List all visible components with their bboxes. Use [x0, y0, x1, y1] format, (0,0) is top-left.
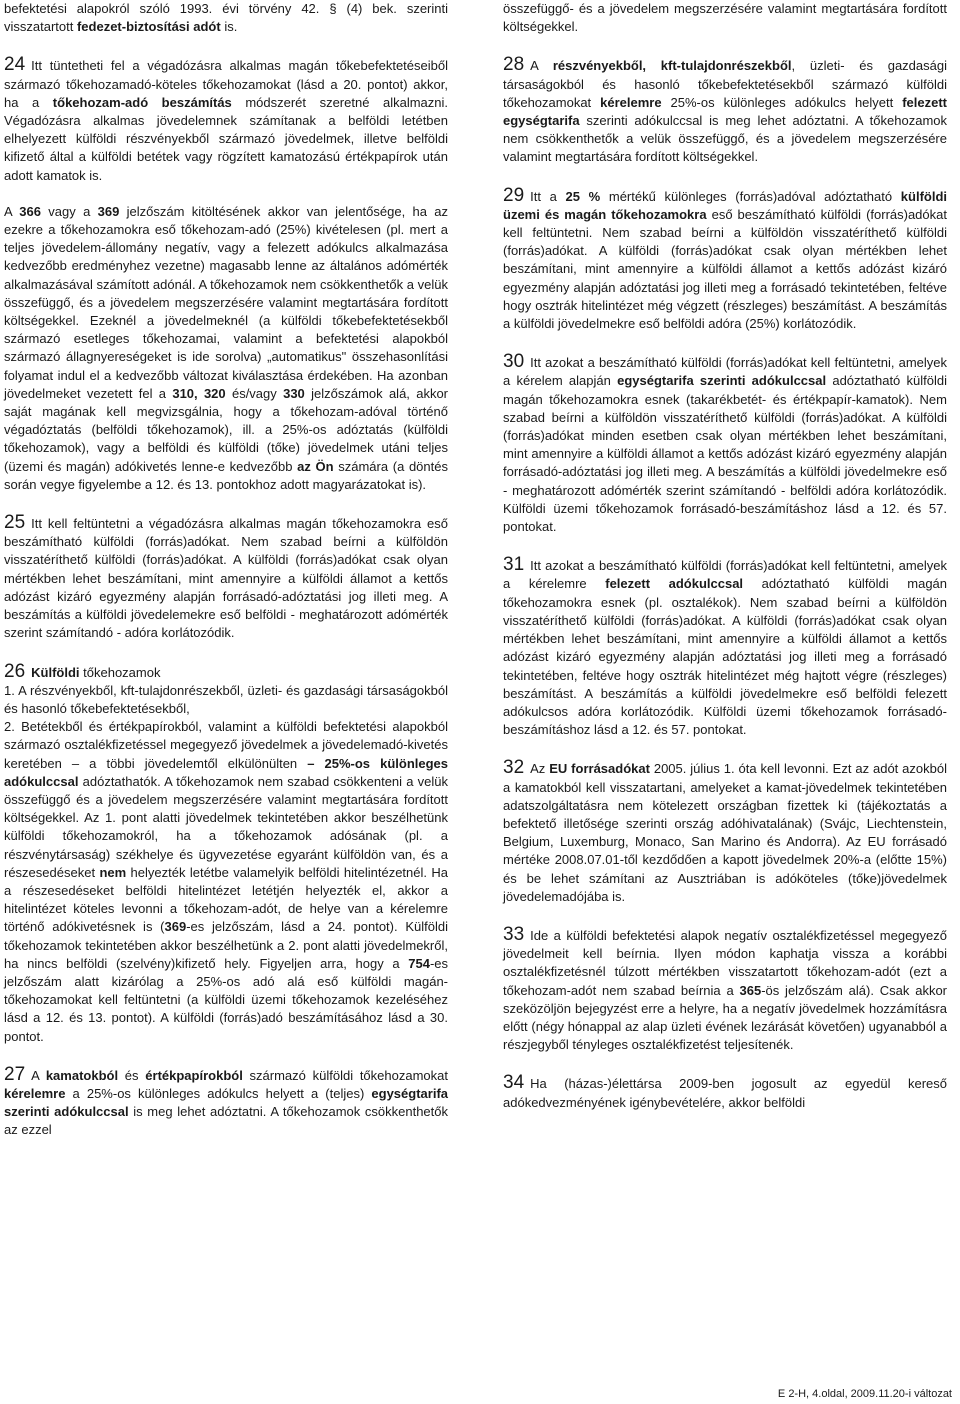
- text-run: 2005. július 1. óta kell levonni. Ezt az adót azokból a kamatokból kell visszatartani, amelyeket a kamat-jövedelmek tekintetében adatszolgáltatásra nem kötelezett országban fizettek ki (tájékoztatás a befektető illetősége szerinti ország adóhivatalának) (Svájc, Liechtenstein, Belgium, Luxemburg, Monaco, San Marino és Andorra). Az EU forrásadó mértéke 2008.07.01-től kezdődően a kapott jövedelmek 20%-a (előtte 15%) és be lehet számítani az Ausztriában is adóköteles (tőke)jövedelmek jövedelemadójába is.: [503, 761, 947, 904]
- text-run: adóztathatók. A tőkehozamok nem szabad csökkenteni a velük összefüggő és a jövedelem megszerzésére valamint megtartására fordított költségekkel. Az 1. pont alatti jövedelmek tekintetében akkor beszélhetünk külföldi tőkehozamokról, ha a tőkehozamok adósának (pl. a részvénytársaság) székhelye és ügyvezetése egyaránt külföldön van, és a részesedéseket: [4, 773, 448, 880]
- text-run: eső beszámítható külföldi (forrás)adókat kell feltüntetni. Nem szabad beírni a külföldön visszatéríthető külföldi (forrás)adókat. A külföldi (forrás)adókat csak olyan mértékben lehet beszámítani, mint amennyire a külföldi államot a kettős adózást kizáró egyezmény alapján adóztatási jog illeti meg a forrásadó tekintetében, feltéve hogy osztrák hitelintézet még végzett (részleges) beszámítást. A beszámítás a külföldi jövedelmekre eső belföldi adóra (25%) korlátozódik.: [503, 206, 947, 332]
- text-run: adóztatható külföldi magán tőkehozamokra esnek (takarékbetét- és értékpapír-kamatok). Nem szabad beírni a külföldön visszatéríthető külföldi (forrás)adókat. A külföldi (forrás)adókat minden esetben csak olyan mértékben lehet beszámítani, mint amennyire a külföldi államot a kettős adózást kizáró egyezmény alapján forrásadó-adóztatási jog illeti meg. A beszámítás a külföldi jövedelmekre eső - meghatározott adómérték szerint számítandó - belföldi adóra korlátozódik. Külföldi üzemi tőkehozamok forrásadó-beszámításhoz lásd a 12. és 57. pontokat.: [503, 373, 947, 535]
- section-number: 27: [4, 1063, 26, 1085]
- text-run: Itt azokat a beszámítható külföldi (forrás)adókat kell feltüntetni, amelyek a kérelemre: [503, 558, 947, 592]
- bold-text: 330: [283, 385, 305, 401]
- text-run: befektetési alapokról szóló 1993. évi törvény 42. § (4) bek.: [4, 1, 407, 16]
- section-number: 28: [503, 54, 525, 76]
- section-number: 24: [4, 54, 26, 76]
- text-run: 25%-os különleges adókulcs helyett: [661, 94, 903, 110]
- section-29: [503, 184, 947, 334]
- text-run: Az: [530, 761, 550, 777]
- section-24: [4, 56, 448, 184]
- section-31: [503, 556, 947, 739]
- text-run: -es jelzőszám alatt kizárólag a 25%-os adó alá eső külföldi magán-tőkehozamokat kell feltüntetni (a külföldi üzemi tőkehozamok kezeléséhez lásd a 12. és 13. pontot). A külföldi (forrás)adó beszámításához lásd a 30. pontot.: [4, 955, 448, 1044]
- section-number: 34: [503, 1072, 525, 1094]
- section-26: [4, 660, 448, 1046]
- bold-text: 25 %: [565, 188, 601, 204]
- bold-text: felezett adókulccsal: [605, 576, 744, 592]
- text-run: mértékű különleges (forrás)adóval adóztatható: [600, 188, 901, 204]
- paragraph: [503, 0, 947, 36]
- bold-text: 366: [19, 203, 41, 219]
- page-footer: E 2-H, 4.oldal, 2009.11.20-i változat: [777, 1388, 952, 1400]
- section-28: [503, 56, 947, 166]
- section-32: [503, 759, 947, 906]
- text-run: jelzőszámok alá, akkor saját magának kell megvizsgálnia, hogy a tőkehozam-adóval történő végadóztatás (belföldi tőkehozamok), ill. a 25%-os adóztatás (külföldi tőkehozamok), vagy a belföldi és külföldi (tőke) jövedelmek utáni teljes (üzemi és magán) adókivetés lenne-e kedvezőbb: [4, 385, 449, 474]
- text-run: és: [118, 1067, 146, 1083]
- bold-text: Külföldi: [31, 664, 80, 680]
- text-run: A: [530, 58, 553, 74]
- bold-text: külföldi üzemi és magán tőkehozamokra: [503, 188, 947, 222]
- section-30: [503, 353, 947, 536]
- text-run: és/vagy: [225, 385, 284, 401]
- text-run: szerinti visszatartott: [4, 1, 448, 35]
- text-run: 2. Betétekből és értékpapírokból, valamint a külföldi befektetési alapokból származó osztalékfizetéssel megegyező jövedelmek a jövedelemadó-kivetés keretében – a többi jövedelemtől elkülönülten: [4, 719, 448, 771]
- text-run: is meg lehet adóztatni. A tőkehozamok csökkenthetők az ezzel: [4, 1104, 448, 1138]
- bold-text: kérelemre: [4, 1085, 66, 1101]
- section-25: [4, 514, 448, 642]
- text-run: Itt azokat a beszámítható külföldi (forrás)adókat kell feltüntetni, amelyek a kérelem alapján: [503, 355, 947, 389]
- section-34: [503, 1074, 947, 1111]
- bold-text: fedezet-biztosítási adót: [76, 19, 221, 35]
- bold-text: egységtarifa szerinti adókulccsal: [4, 1085, 448, 1120]
- section-33: [503, 923, 947, 1054]
- bold-text: EU forrásadókat: [549, 761, 650, 777]
- text-run: a 25%-os különleges adókulcs helyett a (teljes): [65, 1085, 372, 1101]
- right-column: [503, 0, 947, 1112]
- bold-text: 310, 320: [172, 385, 226, 401]
- paragraph: [4, 0, 448, 36]
- text-run: módszerét szeretné alkalmazni. Végadózásra alkalmas jövedelemnek számítanak a belföldi letétben elhelyezett külföldi részvényekből származó jövedelmek, illetve belföldi kifizető által a külföldi betétek vagy rögzített kamatozású értékpapírok után adott kamatok is.: [4, 94, 448, 183]
- section-number: 33: [503, 923, 525, 945]
- bold-text: tőkehozam-adó beszámítás: [52, 94, 232, 110]
- text-run: -ös jelzőszám alá). Csak akkor szeközöljön bejegyzést erre a helyre, ha a negatív jövedelmek hozzámításra előtt (négy hónappal az alap üzleti évének lezárását követően) ugyanabból a részjegyből tényleges osztalékfizetést teljesítenék.: [503, 982, 947, 1053]
- text-run: Itt kell feltüntetni a végadózásra alkalmas magán tőkehozamokra eső beszámítható külföldi (forrás)adókat. Nem szabad beírni a külföldön visszatéríthető külföldi (forrás)adókat. A külföldi (forrás)adókat csak olyan mértékben lehet beszámítani, mint amennyire a külföldi államot a kettős adózást kizáró egyezmény alapján forrásadó-adóztatási jog illeti meg. A beszámítás a külföldi jövedelemekre eső belföldi - meghatározott adómérték szerint számítandó - adóra korlátozódik.: [4, 516, 448, 641]
- section-number: 25: [4, 512, 26, 534]
- text-run: is.: [220, 19, 238, 35]
- section-number: 29: [503, 184, 525, 206]
- bold-text: kamatokból: [45, 1067, 119, 1083]
- bold-text: 365: [739, 982, 762, 998]
- text-run: Itt a: [530, 188, 566, 204]
- bold-text: kérelemre: [600, 94, 662, 110]
- bold-text: az Ön: [297, 458, 334, 474]
- text-run: vagy a: [40, 203, 98, 219]
- text-run: -es jelzőszám, lásd a 24. pontot). Külföldi tőkehozamok tekintetében akkor beszélhetünk a 2. pont alatti jövedelmekről, ha nincs belföldi (szelvény)kifizető hely. Figyeljen arra, hogy a: [4, 919, 448, 971]
- bold-text: – 25%-os különleges adókulccsal: [4, 755, 448, 789]
- section-number: 30: [503, 351, 525, 373]
- text-run: szerinti adókulccsal is meg lehet adóztatni. A tőkehozamok nem csökkenthetők a velük összefüggő, és a jövedelem megszerzésére valamint megtartására fordított költségekkel.: [503, 113, 947, 165]
- section-number: 26: [4, 660, 26, 682]
- text-run: Ide a külföldi befektetési alapok negatív osztalékfizetéssel megegyező jövedelmeit kell beírnia. Ilyen módon kaphatja vissza a korábbi osztalékfizetésnél túlzott mértékben visszatartott tőkehozam-adót (ezt a tőkehozam-adót nem szabad beírnia a: [503, 927, 947, 998]
- bold-text: 369: [97, 203, 120, 219]
- text-run: tőkehozamok: [79, 664, 161, 680]
- bold-text: 754: [408, 955, 430, 971]
- text-run: Itt tüntetheti fel a végadózásra alkalmas magán tőkebefektetéseiből származó tőkehozamadó-köteles tőkehozamokat (lásd a 20. pontot) akkor, ha a: [4, 58, 448, 110]
- text-run: adóztatható külföldi magán tőkehozamokra esnek (pl. osztalékok). Nem szabad beírni a külföldön visszatéríthető külföldi (forrás)adókat. A külföldi (forrás)adókat csak olyan mértékben lehet beszámítani, mint amennyire a külföldi államot a kettős adózást kizáró egyezmény alapján adóztatási jog illeti meg a forrásadó tekintetében, feltéve hogy osztrák hitelintézet még hajtott végre (részleges) beszámítást. A beszámítás a külföldi jövedelmekre eső belföldi felezett adókulcsos adóra korlátozódik. Külföldi üzemi tőkehozamok forrásadó-beszámításhoz lásd a 12. és 57. pontokat.: [503, 576, 948, 738]
- text-run: számára (a döntés során vegye figyelembe a 12. és 13. pontokhoz adott magyarázatokat is).: [4, 458, 448, 492]
- bold-text: részvényekből, kft-tulajdonrészekből: [552, 58, 792, 74]
- text-run: A: [4, 203, 20, 219]
- paragraph: [4, 203, 448, 494]
- section-number: 32: [503, 757, 525, 779]
- left-column: [4, 0, 448, 1140]
- bold-text: nem: [99, 864, 127, 880]
- text-run: 1. A részvényekből, kft-tulajdonrészekből, üzleti- és gazdasági társaságokból és hasonló tőkebefektetésekből,: [4, 682, 448, 716]
- text-run: összefüggő- és a jövedelem megszerzésére valamint megtartására fordított költségekkel.: [503, 1, 947, 35]
- bold-text: felezett egységtarifa: [503, 94, 947, 129]
- bold-text: 369: [164, 919, 187, 935]
- section-27: [4, 1063, 448, 1140]
- bold-text: értékpapírokból: [145, 1067, 243, 1083]
- text-run: Ha (házas-)élettársa 2009-ben jogosult az egyedül kereső adókedvezményének igénybevételére, akkor belföldi: [503, 1076, 947, 1110]
- section-number: 31: [503, 554, 525, 576]
- text-run: jelzőszám kitöltésének akkor van jelentősége, ha az ezekre a tőkehozamokra eső tőkehozam-adó (25%) kivételesen (pl. mert a teljes jövedelem-állomány negatív, vagy a felezett adókulcs alkalmazása kedvezőbb eredményhez vezetne) magasabb lenne az általános adómérték alkalmazásával számított adónál. A tőkehozamok nem csökkenthetők a velük összefüggő, és a jövedelem megszerzésére valamint megtartására fordított költségekkel. Ezeknél a jövedelmeknél (a külföldi tőkebefektetésekből származó esetleges tőkehozamai, valamint a befektetési alapokból származó állagnyereségeket is ide sorolva) „automatikus" összehasonlítási folyamat indul el a kedvezőbb változat kiválasztása érdekében. Ha azonban jövedelmeket vezetett fel a: [4, 203, 449, 401]
- text-run: helyezték letétbe valamelyik belföldi hitelintézetnél. Ha a részesedéseket belföldi hitelintézet letétjén helyezték el, akkor a hitelintézet köteles levonni a tőkehozam-adót, de helye van a kérelemre történő adókivetésnek is (: [4, 864, 448, 935]
- text-run: A: [31, 1067, 46, 1083]
- text-run: , üzleti- és gazdasági társaságokból és hasonló tőkebefektetésekből származó külföldi tőkehozamokat: [503, 58, 947, 110]
- text-run: származó külföldi tőkehozamokat: [242, 1067, 448, 1083]
- bold-text: egységtarifa szerinti adókulccsal: [617, 373, 827, 389]
